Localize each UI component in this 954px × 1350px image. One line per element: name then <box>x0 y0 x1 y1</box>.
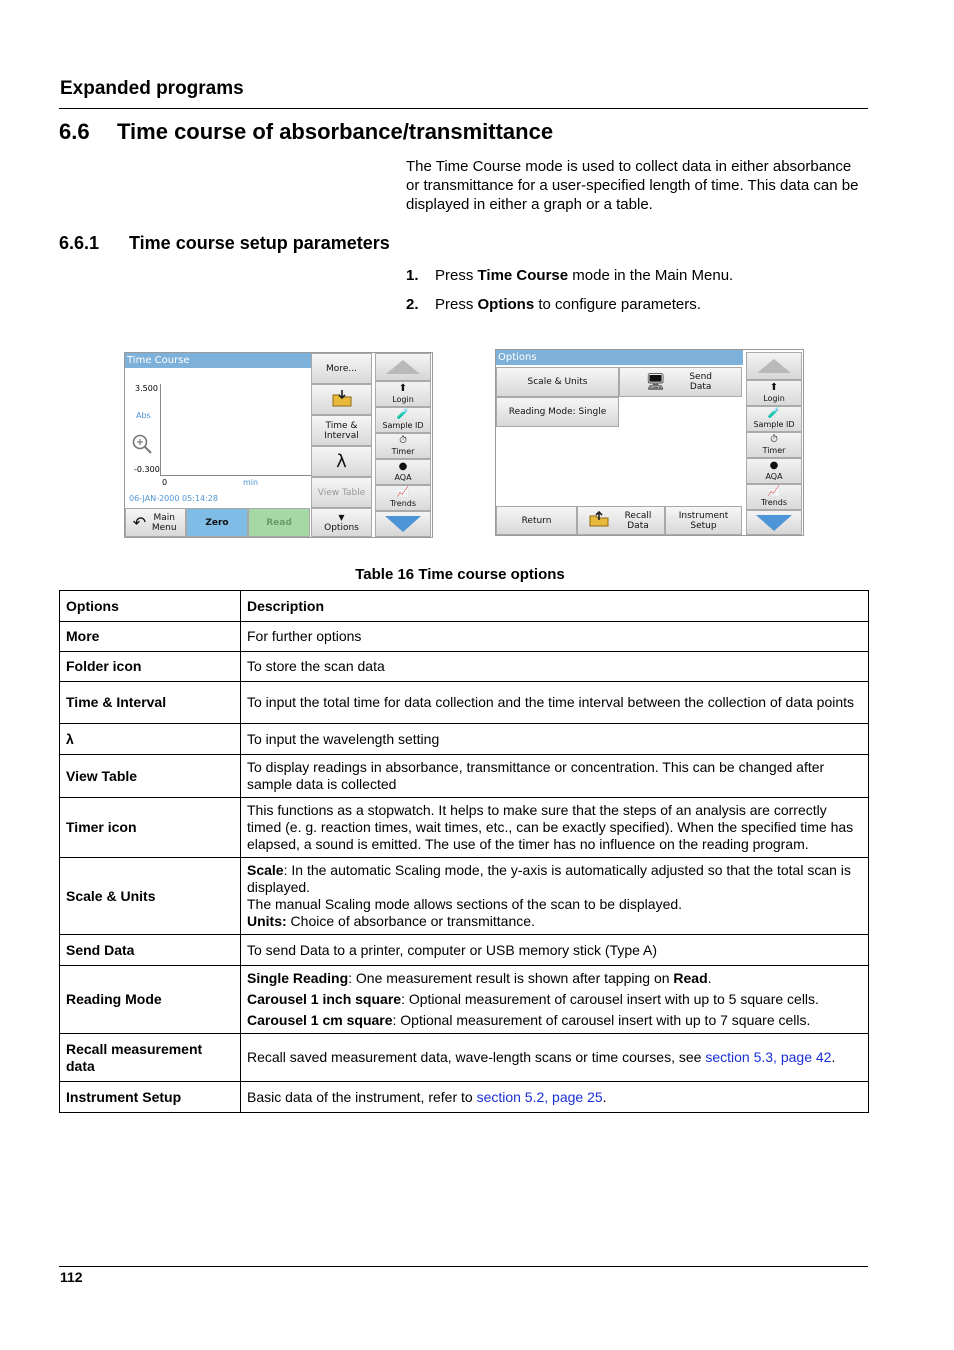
table-row: Instrument Setup Basic data of the instrument, refer to section 5.2, page 25. <box>60 1082 869 1113</box>
zoom-icon[interactable] <box>131 433 153 455</box>
zero-button[interactable]: Zero <box>186 508 248 537</box>
aqa-icon: ● <box>769 460 779 471</box>
view-table-button[interactable]: View Table <box>311 477 372 508</box>
login-icon: ⬆ <box>398 383 408 394</box>
scale-units-button[interactable]: Scale & Units <box>496 367 619 397</box>
options-button[interactable]: ▼ Options <box>311 508 372 537</box>
y-unit-label: Abs <box>136 411 151 420</box>
section-link[interactable]: section 5.3, page 42 <box>705 1049 832 1065</box>
subheading-title: Time course setup parameters <box>129 233 390 253</box>
page-number: 112 <box>60 1269 83 1285</box>
sample-id-button[interactable]: 🧪 Sample ID <box>375 407 431 433</box>
header-rule <box>59 108 868 109</box>
table-row: Folder icon To store the scan data <box>60 652 869 682</box>
login-icon: ⬆ <box>769 382 779 393</box>
more-button[interactable]: More... <box>311 353 372 384</box>
table-row: View Table To display readings in absorbance, transmittance or concentration. This can be changed after sample data is collected <box>60 755 869 798</box>
datetime-label: 06-JAN-2000 05:14:28 <box>129 494 218 503</box>
login-button[interactable]: ⬆ Login <box>375 381 431 407</box>
back-arrow-icon: ↶ <box>132 512 147 532</box>
sample-id-icon: 🧪 <box>767 408 781 419</box>
page-title <box>59 119 553 145</box>
timer-button[interactable]: ⏱ Timer <box>746 432 802 458</box>
intro-paragraph: The Time Course mode is used to collect data in either absorbance or transmittance for a user-specified length of time. This data can be displayed in either a graph or a table. <box>406 158 859 213</box>
sample-id-icon: 🧪 <box>396 409 410 420</box>
table-row: λ To input the wavelength setting <box>60 724 869 755</box>
table-caption: Table 16 Time course options <box>355 566 565 583</box>
timer-icon: ⏱ <box>399 435 407 446</box>
subheading <box>59 233 390 254</box>
sample-id-button[interactable]: 🧪 Sample ID <box>746 406 802 432</box>
plot-area <box>160 384 311 476</box>
scroll-up-button[interactable] <box>746 352 802 380</box>
step-1: 1. Press Time Course mode in the Main Menu. <box>406 267 734 284</box>
scroll-down-button[interactable] <box>746 510 802 535</box>
send-data-button[interactable]: 🖥 Send Data <box>619 367 742 397</box>
time-course-screen <box>124 352 433 538</box>
timer-button[interactable]: ⏱ Timer <box>375 433 431 459</box>
options-screen <box>495 349 804 536</box>
time-interval-button[interactable]: Time & Interval <box>311 415 372 446</box>
folder-button[interactable] <box>311 384 372 415</box>
heading-title: Time course of absorbance/transmittance <box>117 119 554 144</box>
table-row: Timer icon This functions as a stopwatch. It helps to make sure that the steps of an analysis are correctly timed (e. g. reaction times, wait times, etc., can be exactly specified). When the specified time has elapsed, a sound is emitted. The use of the timer has no influence on the reading program. <box>60 798 869 858</box>
section-link[interactable]: section 5.2, page 25 <box>476 1088 603 1105</box>
subheading-number: 6.6.1 <box>59 233 100 253</box>
table-row: Send Data To send Data to a printer, computer or USB memory stick (Type A) <box>60 935 869 966</box>
arrow-up-icon <box>757 359 791 373</box>
options-table <box>59 590 869 1113</box>
table-row: Recall measurement data Recall saved measurement data, wave-length scans or time courses, see section 5.3, page 42. <box>60 1034 869 1082</box>
step-2: 2. Press Options to configure parameters. <box>406 296 701 313</box>
table-row: Scale & Units Scale: In the automatic Scaling mode, the y-axis is automatically adjusted so that the total scan is displayed. The manual Scaling mode allows sections of the scan to be displayed. Units: Choice of absorbance or transmittance. <box>60 858 869 935</box>
aqa-button[interactable]: ● AQA <box>375 459 431 485</box>
read-button[interactable]: Read <box>248 508 310 537</box>
folder-icon <box>589 511 609 530</box>
computer-icon: 🖥 <box>645 372 666 391</box>
recall-data-button[interactable]: Recall Data <box>577 506 665 535</box>
trends-icon: 📈 <box>767 486 781 497</box>
arrow-up-icon <box>386 360 420 374</box>
footer-rule <box>59 1266 868 1267</box>
trends-button[interactable]: 📈 Trends <box>375 485 431 511</box>
y-max-label: 3.500 <box>135 384 158 393</box>
table-row: More For further options <box>60 622 869 652</box>
timer-icon: ⏱ <box>770 434 778 445</box>
y-min-label: -0.300 <box>134 465 160 474</box>
wavelength-button[interactable]: λ <box>311 446 372 477</box>
table-header-row: Options Description <box>60 591 869 622</box>
heading-number: 6.6 <box>59 119 90 144</box>
main-menu-button[interactable]: ↶ Main Menu <box>125 508 186 537</box>
screen-title: Time Course <box>125 353 311 368</box>
screen-title: Options <box>496 350 743 365</box>
section-header: Expanded programs <box>60 78 244 99</box>
scroll-up-button[interactable] <box>375 353 431 381</box>
table-row: Reading Mode Single Reading: One measurement result is shown after tapping on Read. Carousel 1 inch square: Optional measurement of carousel insert with up to 5 square cells. Carousel 1 cm square: Optional measurement of carousel insert with up to 7 square cells. <box>60 966 869 1034</box>
chevron-down-icon: ▼ <box>338 512 345 522</box>
trends-icon: 📈 <box>396 487 410 498</box>
scroll-down-button[interactable] <box>375 511 431 537</box>
arrow-down-icon <box>385 516 421 532</box>
login-button[interactable]: ⬆ Login <box>746 380 802 406</box>
x-unit-label: min <box>243 478 259 487</box>
folder-icon <box>331 389 353 410</box>
instrument-setup-button[interactable]: Instrument Setup <box>665 506 742 535</box>
aqa-button[interactable]: ● AQA <box>746 458 802 484</box>
aqa-icon: ● <box>398 461 408 472</box>
reading-mode-button[interactable]: Reading Mode: Single <box>496 397 619 427</box>
arrow-down-icon <box>756 515 792 531</box>
trends-button[interactable]: 📈 Trends <box>746 484 802 510</box>
table-row: Time & Interval To input the total time for data collection and the time interval between the collection of data points <box>60 682 869 724</box>
return-button[interactable]: Return <box>496 506 577 535</box>
x-zero-label: 0 <box>162 478 168 487</box>
